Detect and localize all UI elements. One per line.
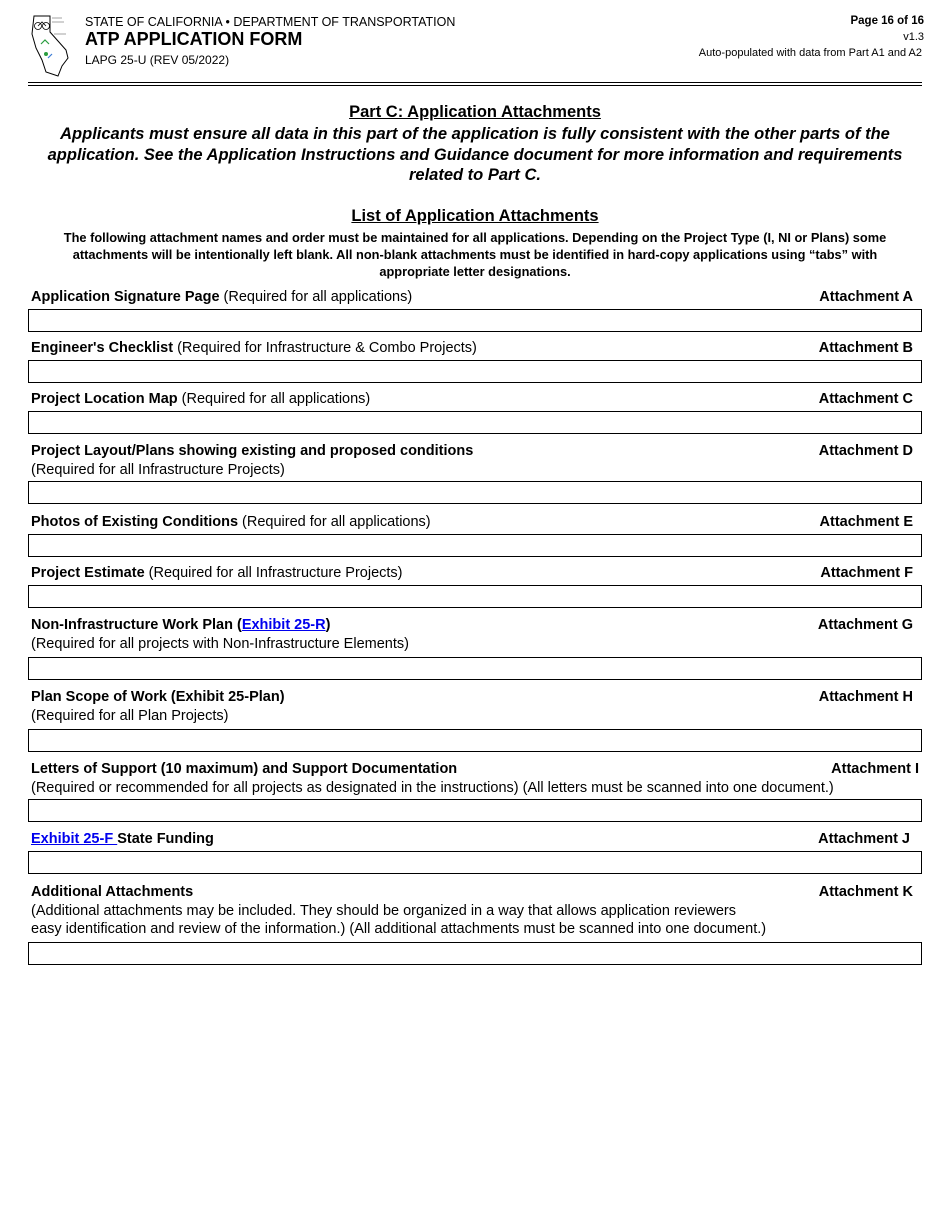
attachment-label: Attachment C [818, 391, 913, 407]
attachment-requirement: (Required for all projects with Non-Infrastructure Elements) [31, 635, 409, 652]
attachment-b-row [31, 339, 921, 358]
page-number: Page 16 of 16 [850, 15, 924, 27]
attachment-name-suffix: ) [325, 617, 331, 633]
attachment-name: Project Location Map [31, 391, 178, 407]
attachment-a-input[interactable] [28, 309, 922, 332]
department-line: STATE OF CALIFORNIA • DEPARTMENT OF TRANSPORTATION [85, 15, 456, 29]
attachment-label: Attachment J [818, 831, 910, 847]
part-c-title: Part C: Application Attachments [349, 103, 601, 121]
attachment-requirement: (Required for all Infrastructure Projects) [31, 461, 285, 478]
attachment-f-input[interactable] [28, 585, 922, 608]
version-label: v1.3 [903, 31, 924, 43]
attachment-name: Photos of Existing Conditions [31, 514, 239, 530]
attachment-label: Attachment H [818, 689, 913, 705]
attachment-d-row [31, 442, 921, 479]
header-divider [28, 82, 922, 83]
attachment-g-row [31, 616, 921, 653]
attachment-name [31, 616, 921, 635]
attachment-h-input[interactable] [28, 729, 922, 752]
attachment-e-input[interactable] [28, 534, 922, 557]
attachment-name: Project Estimate [31, 565, 145, 581]
form-title: ATP APPLICATION FORM [85, 29, 303, 49]
attachment-name: Additional Attachments [31, 884, 194, 900]
attachment-c-row [31, 390, 921, 409]
attachment-name-prefix: Non-Infrastructure Work Plan ( [31, 617, 242, 633]
attachment-j-row [31, 830, 921, 849]
california-atp-logo-icon [28, 14, 72, 78]
attachment-d-input[interactable] [28, 481, 922, 504]
exhibit-25-f-link[interactable]: Exhibit 25-F [31, 831, 118, 847]
attachment-a-row [31, 288, 921, 307]
attachment-name: Engineer's Checklist [31, 340, 174, 356]
attachment-label: Attachment G [817, 617, 913, 633]
attachment-label: Attachment B [818, 340, 913, 356]
attachment-requirement: (Required for all applications) [219, 289, 413, 305]
attachment-requirement: (Required for Infrastructure & Combo Projects) [173, 340, 477, 356]
attachment-requirement: (Required for all applications) [238, 514, 431, 530]
attachment-c-input[interactable] [28, 411, 922, 434]
attachment-j-input[interactable] [28, 851, 922, 874]
attachment-name: Project Layout/Plans showing existing and proposed conditions [31, 443, 474, 459]
attachment-i-input[interactable] [28, 799, 922, 822]
attachment-k-input[interactable] [28, 942, 922, 965]
exhibit-25-r-link[interactable]: Exhibit 25-R [241, 617, 326, 633]
attachment-label: Attachment F [820, 565, 913, 581]
header-divider [28, 85, 922, 86]
attachment-e-row [31, 513, 921, 532]
attachment-name: State Funding [117, 831, 214, 847]
form-number: LAPG 25-U (REV 05/2022) [85, 53, 230, 67]
attachment-k-row [31, 883, 921, 939]
attachments-list-intro: The following attachment names and order must be maintained for all applications. Depending on the Project Type (I, NI or Plans) some attachments will be intentionally left blank. All non-blank attachments must be identified in hard-copy applications using “tabs” with appropriate letter designations. [63, 230, 887, 279]
attachment-requirement: (Additional attachments may be included. They should be organized in a way that allows application reviewers [31, 902, 736, 919]
attachment-i-row [31, 760, 921, 797]
attachment-label: Attachment I [831, 761, 919, 777]
attachment-f-row [31, 564, 921, 583]
attachment-b-input[interactable] [28, 360, 922, 383]
auto-populated-note: Auto-populated with data from Part A1 and A2 [698, 47, 922, 59]
attachment-name: Application Signature Page [31, 289, 220, 305]
attachment-h-row [31, 688, 921, 725]
attachment-requirement: (Required or recommended for all projects as designated in the instructions) (All letters must be scanned into one document.) [31, 779, 834, 796]
part-c-intro: Applicants must ensure all data in this part of the application is fully consistent with the other parts of the application. See the Application Instructions and Guidance document for more information and requirements related to Part C. [47, 125, 903, 184]
attachment-requirement: (Required for all Infrastructure Projects) [144, 565, 403, 581]
attachment-label: Attachment K [818, 884, 913, 900]
attachment-name: Plan Scope of Work (Exhibit 25-Plan) [31, 689, 285, 705]
attachment-requirement: (Required for all applications) [177, 391, 371, 407]
attachment-name: Letters of Support (10 maximum) and Support Documentation [31, 761, 458, 777]
page-header [0, 0, 950, 90]
attachment-requirement: easy identification and review of the information.) (All additional attachments must be scanned into one document.) [31, 921, 767, 937]
attachment-label: Attachment E [819, 514, 913, 530]
attachments-list-title: List of Application Attachments [351, 207, 599, 225]
attachment-g-input[interactable] [28, 657, 922, 680]
attachment-label: Attachment A [819, 289, 913, 305]
attachment-label: Attachment D [818, 443, 913, 459]
attachment-requirement: (Required for all Plan Projects) [31, 707, 229, 724]
